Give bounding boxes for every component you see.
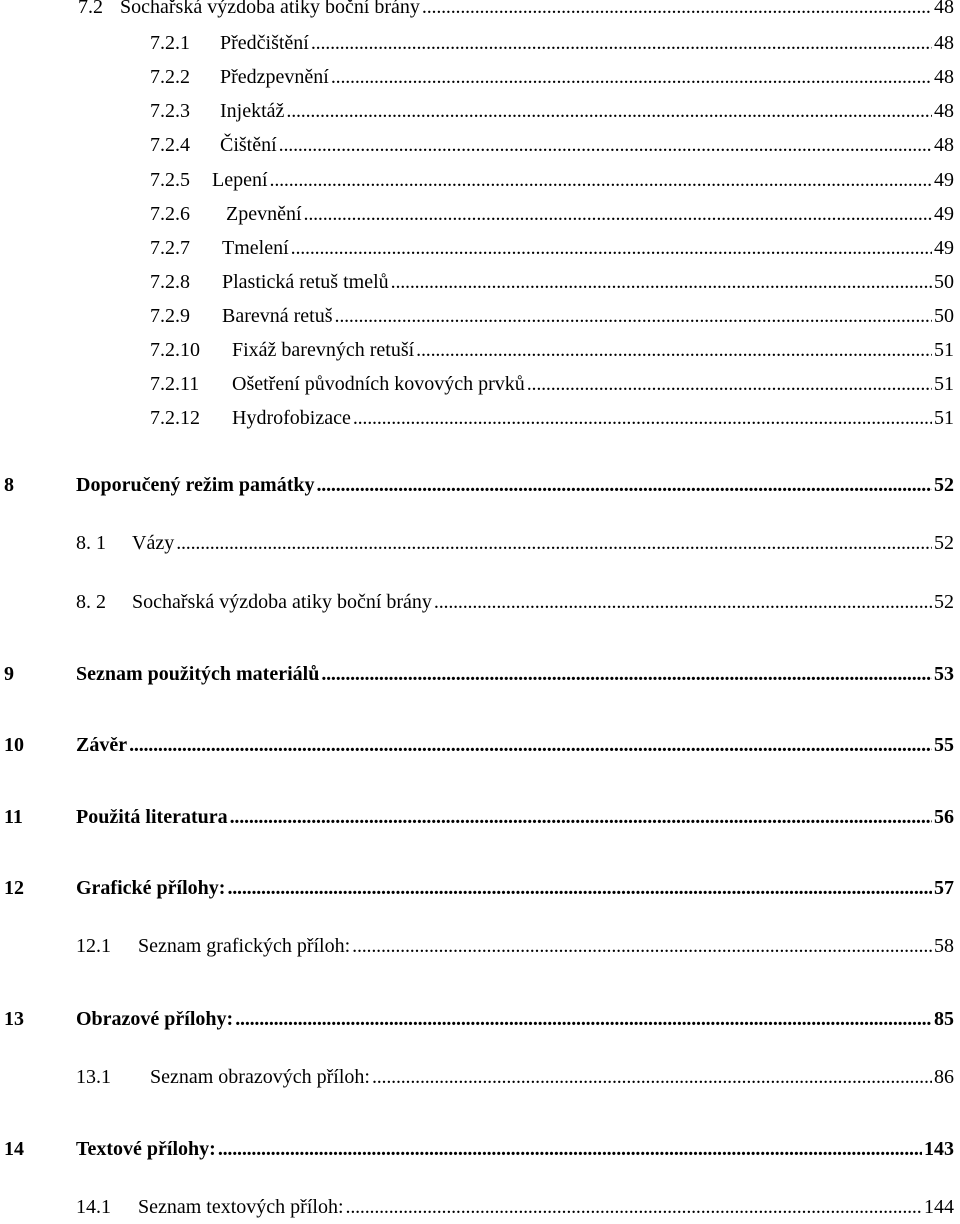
toc-entry-8 <box>4 470 954 500</box>
toc-page-number: 51 <box>934 339 954 361</box>
toc-page-number: 52 <box>934 474 954 496</box>
toc-title: Grafické přílohy: <box>76 877 226 899</box>
toc-number: 8 <box>4 474 14 496</box>
toc-title: Čištění <box>220 134 277 156</box>
toc-title: Obrazové přílohy: <box>76 1008 234 1030</box>
toc-title: Hydrofobizace <box>232 407 351 429</box>
toc-number: 7.2.9 <box>150 305 190 327</box>
toc-entry-9 <box>4 659 954 689</box>
toc-entry-7-2 <box>78 0 954 22</box>
toc-entry-8-2 <box>76 587 954 617</box>
toc-entry-7-2-12 <box>150 403 954 433</box>
toc-entry-7-2-9 <box>150 301 954 331</box>
dot-leader <box>391 267 932 297</box>
toc-title: Sochařská výzdoba atiky boční brány <box>120 0 420 18</box>
toc-title: Tmelení <box>222 237 289 259</box>
toc-page-number: 143 <box>924 1138 954 1160</box>
toc-number: 9 <box>4 663 14 685</box>
toc-page-number: 85 <box>934 1008 954 1030</box>
toc-title: Seznam textových příloh: <box>138 1196 344 1218</box>
dot-leader <box>352 931 932 961</box>
toc-number: 8. 1 <box>76 532 106 554</box>
toc-page-number: 48 <box>934 0 954 18</box>
toc-page-number: 51 <box>934 373 954 395</box>
toc-entry-7-2-3 <box>150 96 954 126</box>
dot-leader <box>279 130 932 160</box>
dot-leader <box>335 301 932 331</box>
toc-number: 7.2 <box>78 0 103 18</box>
dot-leader <box>270 165 932 195</box>
toc-title: Textové přílohy: <box>76 1138 216 1160</box>
dot-leader <box>304 199 932 229</box>
dot-leader <box>291 233 932 263</box>
toc-entry-14-1 <box>76 1192 954 1222</box>
toc-entry-7-2-4 <box>150 130 954 160</box>
toc-page-number: 48 <box>934 100 954 122</box>
toc-title: Doporučený režim památky <box>76 474 315 496</box>
toc-number: 14 <box>4 1138 24 1160</box>
toc-entry-7-2-2 <box>150 62 954 92</box>
dot-leader <box>353 403 932 433</box>
toc-number: 13 <box>4 1008 24 1030</box>
toc-number: 14.1 <box>76 1196 111 1218</box>
dot-leader <box>434 587 932 617</box>
toc-page-number: 48 <box>934 32 954 54</box>
dot-leader <box>317 470 933 500</box>
dot-leader <box>416 335 932 365</box>
toc-number: 12.1 <box>76 935 111 957</box>
toc-title: Předčištění <box>220 32 309 54</box>
toc-page-number: 56 <box>934 806 954 828</box>
dot-leader <box>129 730 932 760</box>
toc-title: Vázy <box>132 532 175 554</box>
toc-number: 7.2.10 <box>150 339 200 361</box>
toc-page-number: 48 <box>934 134 954 156</box>
toc-title: Seznam grafických příloh: <box>138 935 351 957</box>
toc-title: Injektáž <box>220 100 285 122</box>
toc-title: Závěr <box>76 734 128 756</box>
toc-page-number: 49 <box>934 169 954 191</box>
dot-leader <box>218 1134 922 1164</box>
dot-leader <box>286 96 932 126</box>
toc-number: 10 <box>4 734 24 756</box>
toc-title: Použitá literatura <box>76 806 228 828</box>
toc-page-number: 58 <box>934 935 954 957</box>
toc-title: Plastická retuš tmelů <box>222 271 389 293</box>
dot-leader <box>346 1192 922 1222</box>
dot-leader <box>331 62 932 92</box>
toc-number: 7.2.7 <box>150 237 190 259</box>
toc-page-number: 144 <box>924 1196 954 1218</box>
dot-leader <box>227 873 932 903</box>
toc-number: 7.2.2 <box>150 66 190 88</box>
toc-title: Ošetření původních kovových prvků <box>232 373 525 395</box>
dot-leader <box>230 802 932 832</box>
toc-page-number: 51 <box>934 407 954 429</box>
toc-title: Barevná retuš <box>222 305 333 327</box>
toc-number: 7.2.8 <box>150 271 190 293</box>
toc-entry-7-2-1 <box>150 28 954 58</box>
toc-number: 7.2.5 <box>150 169 190 191</box>
toc-page-number: 86 <box>934 1066 954 1088</box>
toc-page-number: 53 <box>934 663 954 685</box>
toc-number: 7.2.6 <box>150 203 190 225</box>
toc-entry-12-1 <box>76 931 954 961</box>
toc-entry-7-2-7 <box>150 233 954 263</box>
toc-page-number: 52 <box>934 532 954 554</box>
toc-number: 13.1 <box>76 1066 111 1088</box>
toc-page-number: 49 <box>934 203 954 225</box>
toc-title: Sochařská výzdoba atiky boční brány <box>132 591 432 613</box>
toc-entry-11 <box>4 802 954 832</box>
toc-number: 8. 2 <box>76 591 106 613</box>
toc-page-number: 49 <box>934 237 954 259</box>
toc-entry-8-1 <box>76 528 954 558</box>
toc-entry-7-2-5 <box>150 165 954 195</box>
toc-number: 12 <box>4 877 24 899</box>
toc-title: Seznam použitých materiálů <box>76 663 320 685</box>
dot-leader <box>311 28 932 58</box>
toc-entry-7-2-8 <box>150 267 954 297</box>
toc-entry-7-2-10 <box>150 335 954 365</box>
dot-leader <box>372 1062 932 1092</box>
toc-number: 7.2.11 <box>150 373 200 395</box>
toc-page-number: 50 <box>934 271 954 293</box>
toc-title: Seznam obrazových příloh: <box>150 1066 370 1088</box>
toc-title: Předzpevnění <box>220 66 329 88</box>
toc-entry-10 <box>4 730 954 760</box>
toc-entry-7-2-11 <box>150 369 954 399</box>
toc-number: 7.2.12 <box>150 407 200 429</box>
toc-number: 7.2.3 <box>150 100 190 122</box>
toc-title: Zpevnění <box>226 203 302 225</box>
toc-page-number: 57 <box>934 877 954 899</box>
dot-leader <box>321 659 932 689</box>
toc-entry-14 <box>4 1134 954 1164</box>
toc-page-number: 50 <box>934 305 954 327</box>
toc-entry-12 <box>4 873 954 903</box>
toc-number: 7.2.4 <box>150 134 190 156</box>
dot-leader <box>176 528 932 558</box>
dot-leader <box>235 1004 932 1034</box>
toc-page-number: 48 <box>934 66 954 88</box>
toc-entry-13-1 <box>76 1062 954 1092</box>
toc-page-number: 52 <box>934 591 954 613</box>
toc-page-number: 55 <box>934 734 954 756</box>
toc-entry-13 <box>4 1004 954 1034</box>
toc-number: 11 <box>4 806 23 828</box>
toc-title: Fixáž barevných retuší <box>232 339 415 361</box>
toc-entry-7-2-6 <box>150 199 954 229</box>
toc-number: 7.2.1 <box>150 32 190 54</box>
dot-leader <box>527 369 932 399</box>
dot-leader <box>422 0 932 22</box>
toc-title: Lepení <box>212 169 268 191</box>
